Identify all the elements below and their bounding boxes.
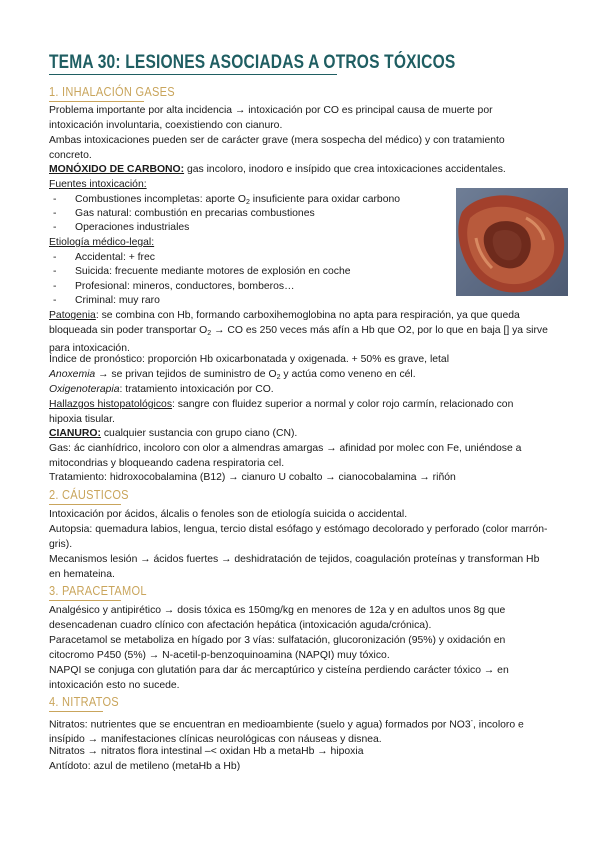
etiologia-item-1: - Accidental: + frec	[53, 252, 155, 263]
s3-paragraph-1: Analgésico y antipirético → dosis tóxica es 150mg/kg en menores de 12a y en adultos unos 8g que desencadenan cuadro clínico con afectación hepática (intoxicación aguda/crónica).	[49, 605, 506, 631]
etiologia-label: Etiología médico-legal:	[49, 237, 155, 248]
s1-paragraph-1: Problema importante por alta incidencia → intoxicación por CO es principal causa de muerte por intoxicación involuntaria, coexistiendo con cianuro.	[49, 105, 493, 131]
co-paragraph	[49, 163, 549, 178]
fuentes-item-3: - Operaciones industriales	[53, 222, 190, 233]
fuentes-item-2: - Gas natural: combustión en precarias combustiones	[53, 208, 315, 219]
heart-section-icon	[456, 188, 568, 296]
section-1-underline	[49, 101, 144, 102]
s2-paragraph-1: Intoxicación por ácidos, álcalis o fenoles son de etiología suicida o accidental.	[49, 509, 408, 520]
etiologia-item-2: - Suicida: frecuente mediante motores de explosión en coche	[53, 266, 351, 277]
section-3-underline	[49, 600, 121, 601]
etiologia-item-3: - Profesional: mineros, conductores, bomberos…	[53, 281, 295, 292]
indice-pronostico: Índice de pronóstico: proporción Hb oxicarbonatada y oxigenada. + 50% es grave, letal	[49, 354, 450, 365]
anoxemia-paragraph: Anoxemia → se privan tejidos de suministro de $O_2$ y actúa como veneno en cél.	[49, 369, 416, 381]
cianuro-paragraph: CIANURO: cualquier sustancia con grupo ciano (CN).	[49, 428, 298, 439]
section-2-heading: 2. CÁUSTICOS	[49, 487, 129, 502]
section-3-heading: 3. PARACETAMOL	[49, 583, 147, 598]
s4-paragraph-2: Nitratos → nitratos flora intestinal –< oxidan Hb a metaHb → hipoxia	[49, 746, 364, 757]
section-2-underline	[49, 504, 121, 505]
s3-paragraph-3: NAPQI se conjuga con glutatión para dar ác mercaptúrico y cisteína perdiendo carácter tóxico → en intoxicación esto no sucede.	[49, 665, 509, 691]
s4-paragraph-1: Nitratos: nutrientes que se encuentran en medioambiente (suelo y agua) formados por NO3-, incoloro e insípido → manifestaciones clínicas neurológicas con náuseas y disnea.	[49, 718, 524, 746]
section-4-heading: 4. NITRATOS	[49, 694, 119, 709]
cianuro-tratamiento: Tratamiento: hidroxocobalamina (B12) → cianuro U cobalto → cianocobalamina → riñón	[49, 472, 456, 483]
s1-paragraph-2: Ambas intoxicaciones pueden ser de carácter grave (mera sospecha del médico) y con tratamiento concreto.	[49, 135, 505, 161]
s4-paragraph-3: Antídoto: azul de metileno (metaHb a Hb)	[49, 761, 241, 772]
fuentes-label: Fuentes intoxicación:	[49, 179, 147, 190]
cianuro-gas: Gas: ác cianhídrico, incoloro con olor a almendras amargas → afinidad por molec con Fe, uniéndose a mitocondrias y bloqueando cadena respiratoria cel.	[49, 443, 522, 469]
s3-paragraph-2: Paracetamol se metaboliza en hígado por 3 vías: sulfatación, glucoronización (95%) y oxidación en citocromo P450 (5%) → N-acetil-p-benzoquinoamina (NAPQI) muy tóxico.	[49, 635, 506, 661]
fuentes-item-1: - Combustiones incompletas: aporte $O_2$ insuficiente para oxidar carbono	[53, 194, 401, 206]
oxigenoterapia-paragraph: Oxigenoterapia: tratamiento intoxicación por CO.	[49, 384, 274, 395]
s2-paragraph-3: Mecanismos lesión → ácidos fuertes → deshidratación de tejidos, coagulación proteínas y transforman Hb en hemateina.	[49, 554, 540, 580]
co-label: MONÓXIDO DE CARBONO:	[49, 164, 185, 175]
title-underline	[49, 74, 337, 75]
s2-paragraph-2: Autopsia: quemadura labios, lengua, tercio distal esófago y estómago decolorado y perforado (color marrón-gris).	[49, 524, 548, 550]
section-4-underline	[49, 711, 103, 712]
co-text: gas incoloro, inodoro e insípido que crea intoxicaciones accidentales.	[184, 164, 506, 175]
hallazgos-paragraph: Hallazgos histopatológicos: sangre con fluidez superior a normal y color rojo carmín, relacionado con hipoxia tisular.	[49, 399, 514, 425]
patogenia-paragraph: Patogenia: se combina con Hb, formando carboxihemoglobina no apta para respiración, ya que queda bloqueada sin poder transportar $O_2$ → CO es 250 veces más afín a Hb que O2, por lo que en baja [] ya sirve para intoxicación.	[49, 310, 548, 354]
etiologia-item-4: - Criminal: muy raro	[53, 295, 160, 306]
section-1-heading: 1. INHALACIÓN GASES	[49, 84, 175, 99]
heart-section-image	[456, 188, 568, 296]
page-title: TEMA 30: LESIONES ASOCIADAS A OTROS TÓXICOS	[49, 52, 456, 73]
